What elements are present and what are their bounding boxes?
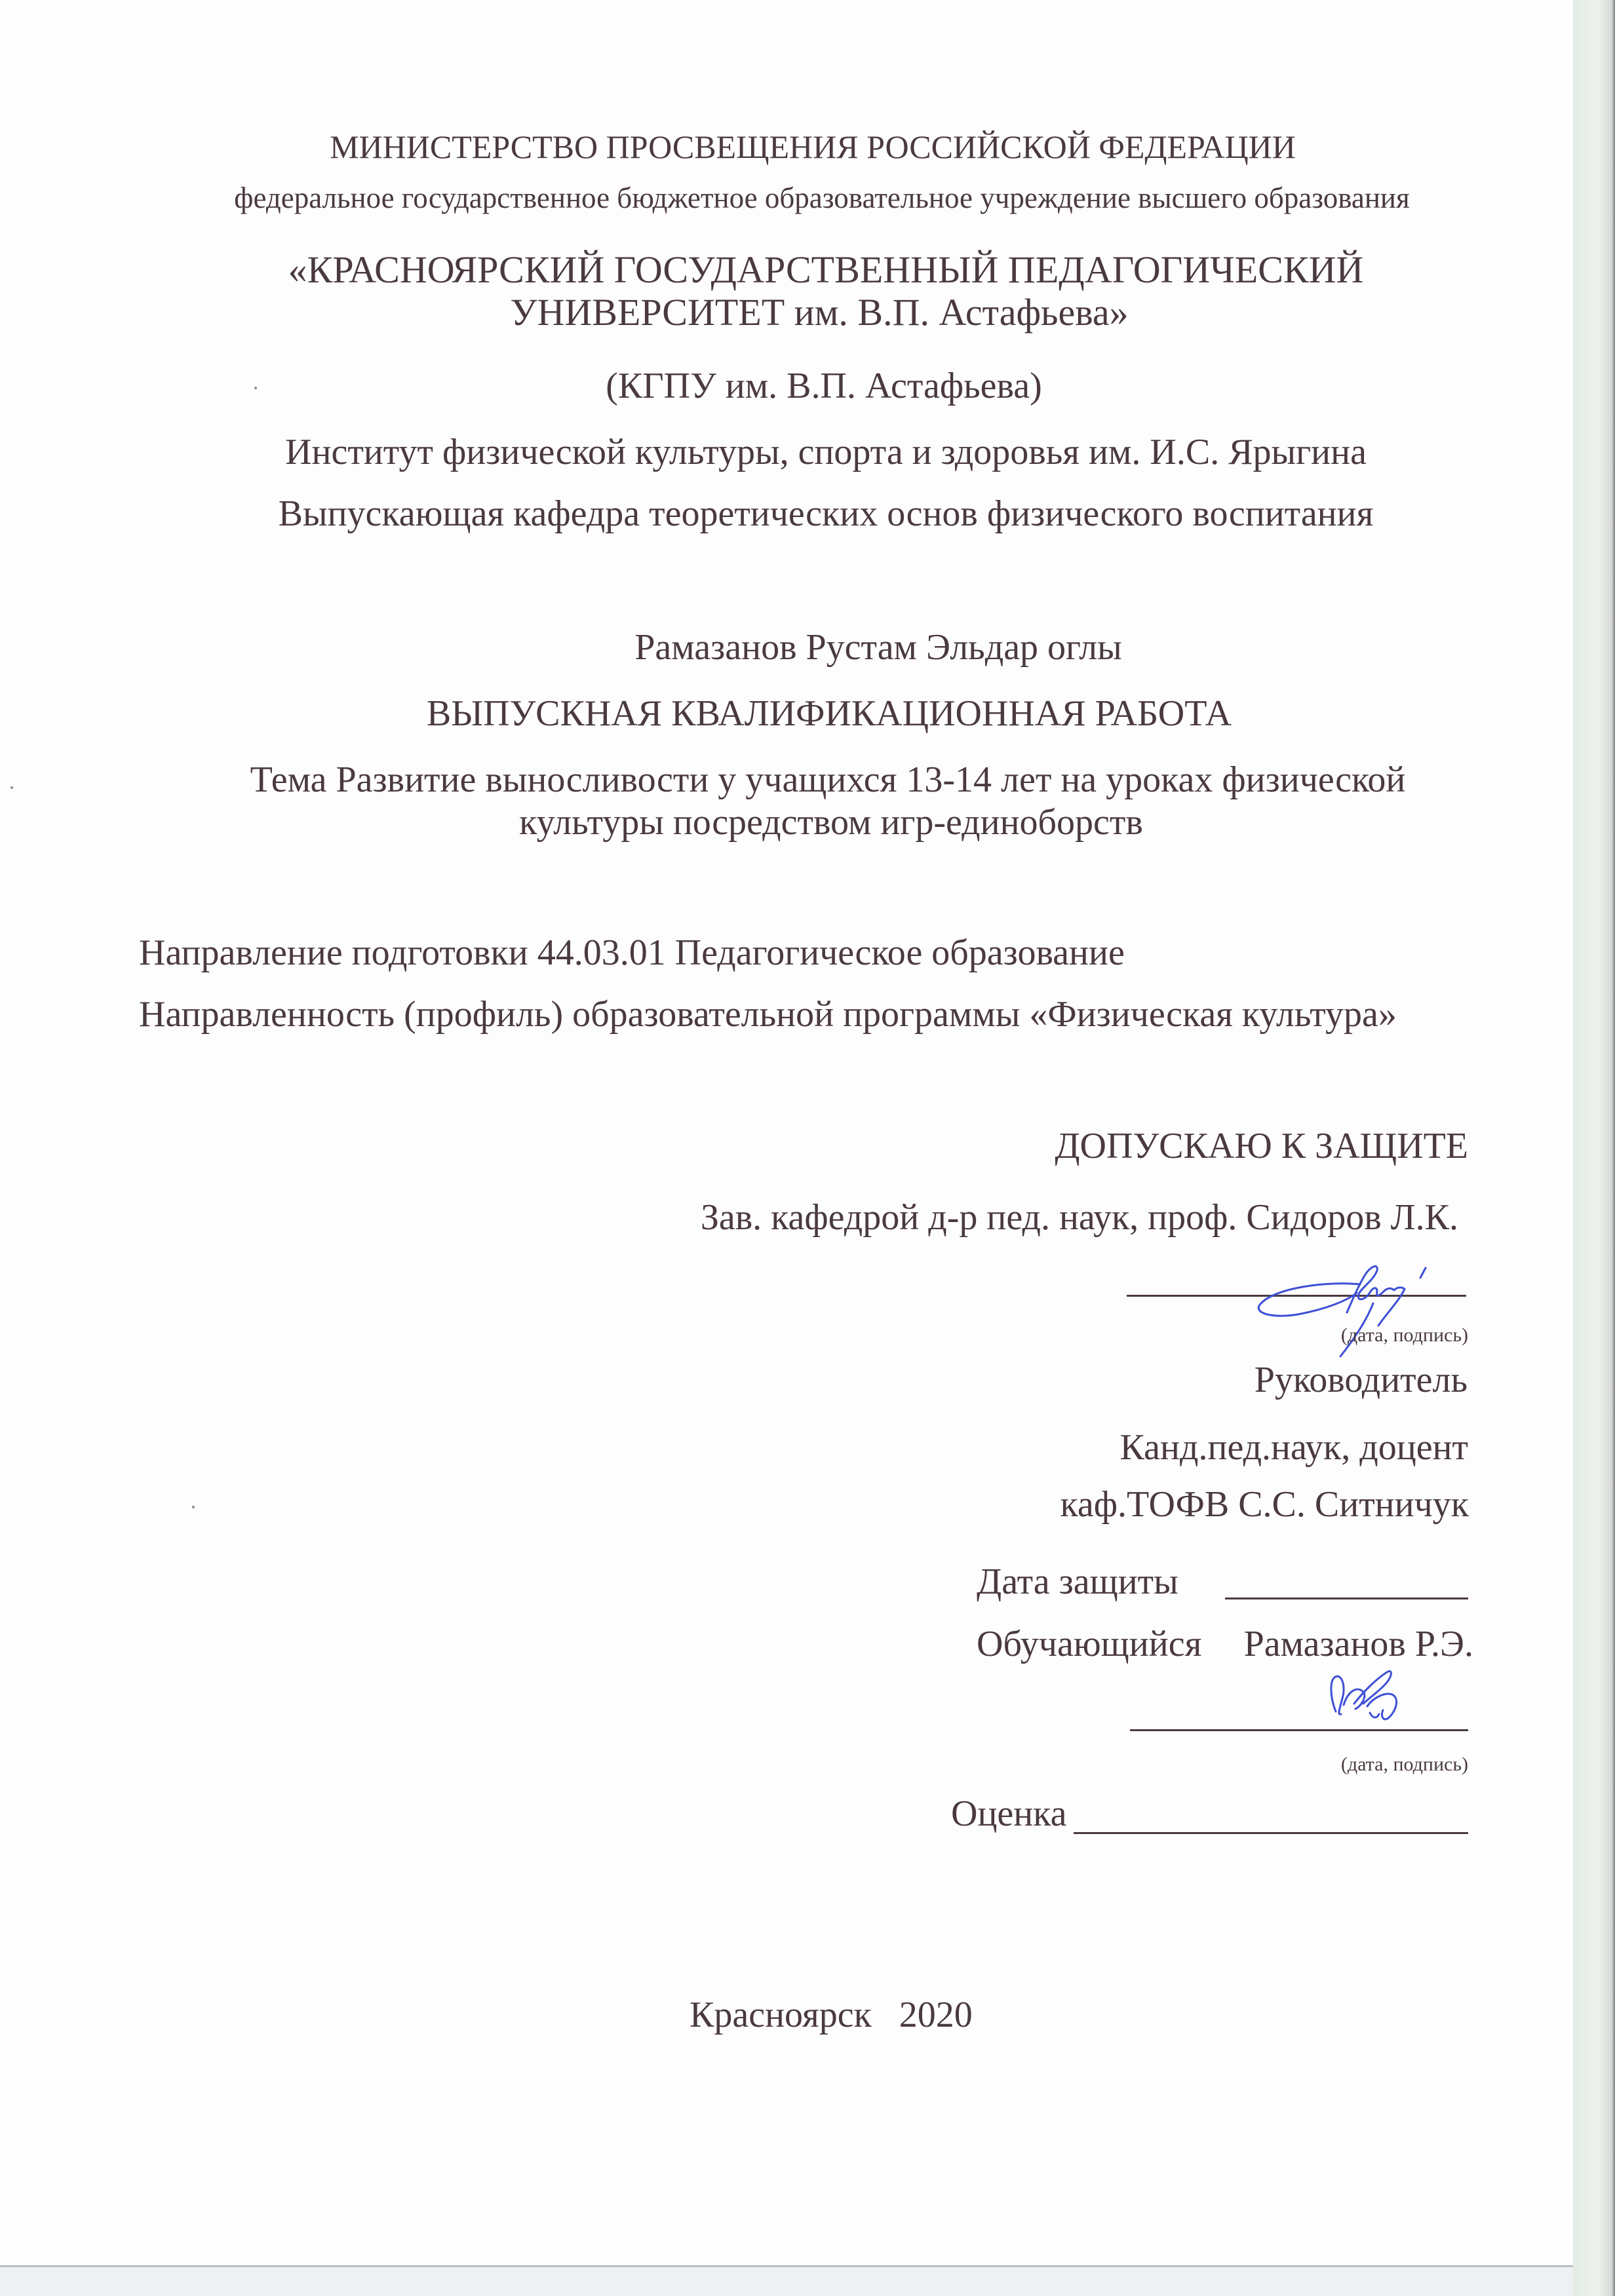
student-signature-stroke <box>1331 1672 1397 1719</box>
supervisor-label: Руководитель <box>1254 1360 1468 1400</box>
student-signature-caption: (дата, подпись) <box>1340 1753 1468 1775</box>
student-signature-image <box>1324 1666 1409 1725</box>
work-type-title: ВЫПУСКНАЯ КВАЛИФИКАЦИОННАЯ РАБОТА <box>426 693 1232 734</box>
university-name-line2: УНИВЕРСИТЕТ им. В.П. Астафьева» <box>510 291 1129 334</box>
scan-speck <box>254 387 257 389</box>
topic-line-2: культуры посредством игр-единоборств <box>519 802 1143 843</box>
department-name: Выпускающая кафедра теоретических основ физического воспитания <box>278 493 1374 534</box>
scan-speck <box>192 1506 195 1508</box>
scan-speck <box>10 786 13 789</box>
head-signature-caption: (дата, подпись) <box>1340 1324 1468 1346</box>
grade-field <box>1074 1832 1468 1834</box>
topic-line-1: Тема Развитие выносливости у учащихся 13-14 лет на уроках физической <box>250 759 1406 800</box>
author-full-name: Рамазанов Рустам Эльдар оглы <box>634 627 1122 668</box>
defense-date-label: Дата защиты <box>977 1561 1178 1602</box>
defense-date-field <box>1225 1598 1468 1599</box>
student-name: Рамазанов Р.Э. <box>1243 1624 1473 1664</box>
ministry-heading: МИНИСТЕРСТВО ПРОСВЕЩЕНИЯ РОССИЙСКОЙ ФЕДЕРАЦИИ <box>330 128 1296 165</box>
institute-name: Институт физической культуры, спорта и здоровья им. И.С. Ярыгина <box>285 432 1367 472</box>
institution-type: федеральное государственное бюджетное образовательное учреждение высшего образования <box>234 182 1410 214</box>
grade-label: Оценка <box>951 1793 1067 1834</box>
supervisor-degree: Канд.пед.наук, доцент <box>1119 1427 1468 1468</box>
supervisor-name: каф.ТОФВ С.С. Ситничук <box>1060 1484 1469 1525</box>
city-year: Красноярск 2020 <box>690 1995 973 2035</box>
program-profile: Направленность (профиль) образовательной программы «Физическая культура» <box>139 994 1397 1035</box>
head-of-department: Зав. кафедрой д-р пед. наук, проф. Сидоров Л.К. <box>700 1197 1458 1238</box>
student-signature-line <box>1130 1729 1468 1731</box>
student-label: Обучающийся <box>977 1624 1202 1664</box>
university-name-line1: «КРАСНОЯРСКИЙ ГОСУДАРСТВЕННЫЙ ПЕДАГОГИЧЕСКИЙ <box>288 248 1364 291</box>
scanner-bed-edge <box>1573 0 1615 2296</box>
admit-to-defense-heading: ДОПУСКАЮ К ЗАЩИТЕ <box>1055 1126 1468 1166</box>
study-direction: Направление подготовки 44.03.01 Педагогическое образование <box>139 932 1125 973</box>
university-abbreviation: (КГПУ им. В.П. Астафьева) <box>606 366 1042 406</box>
